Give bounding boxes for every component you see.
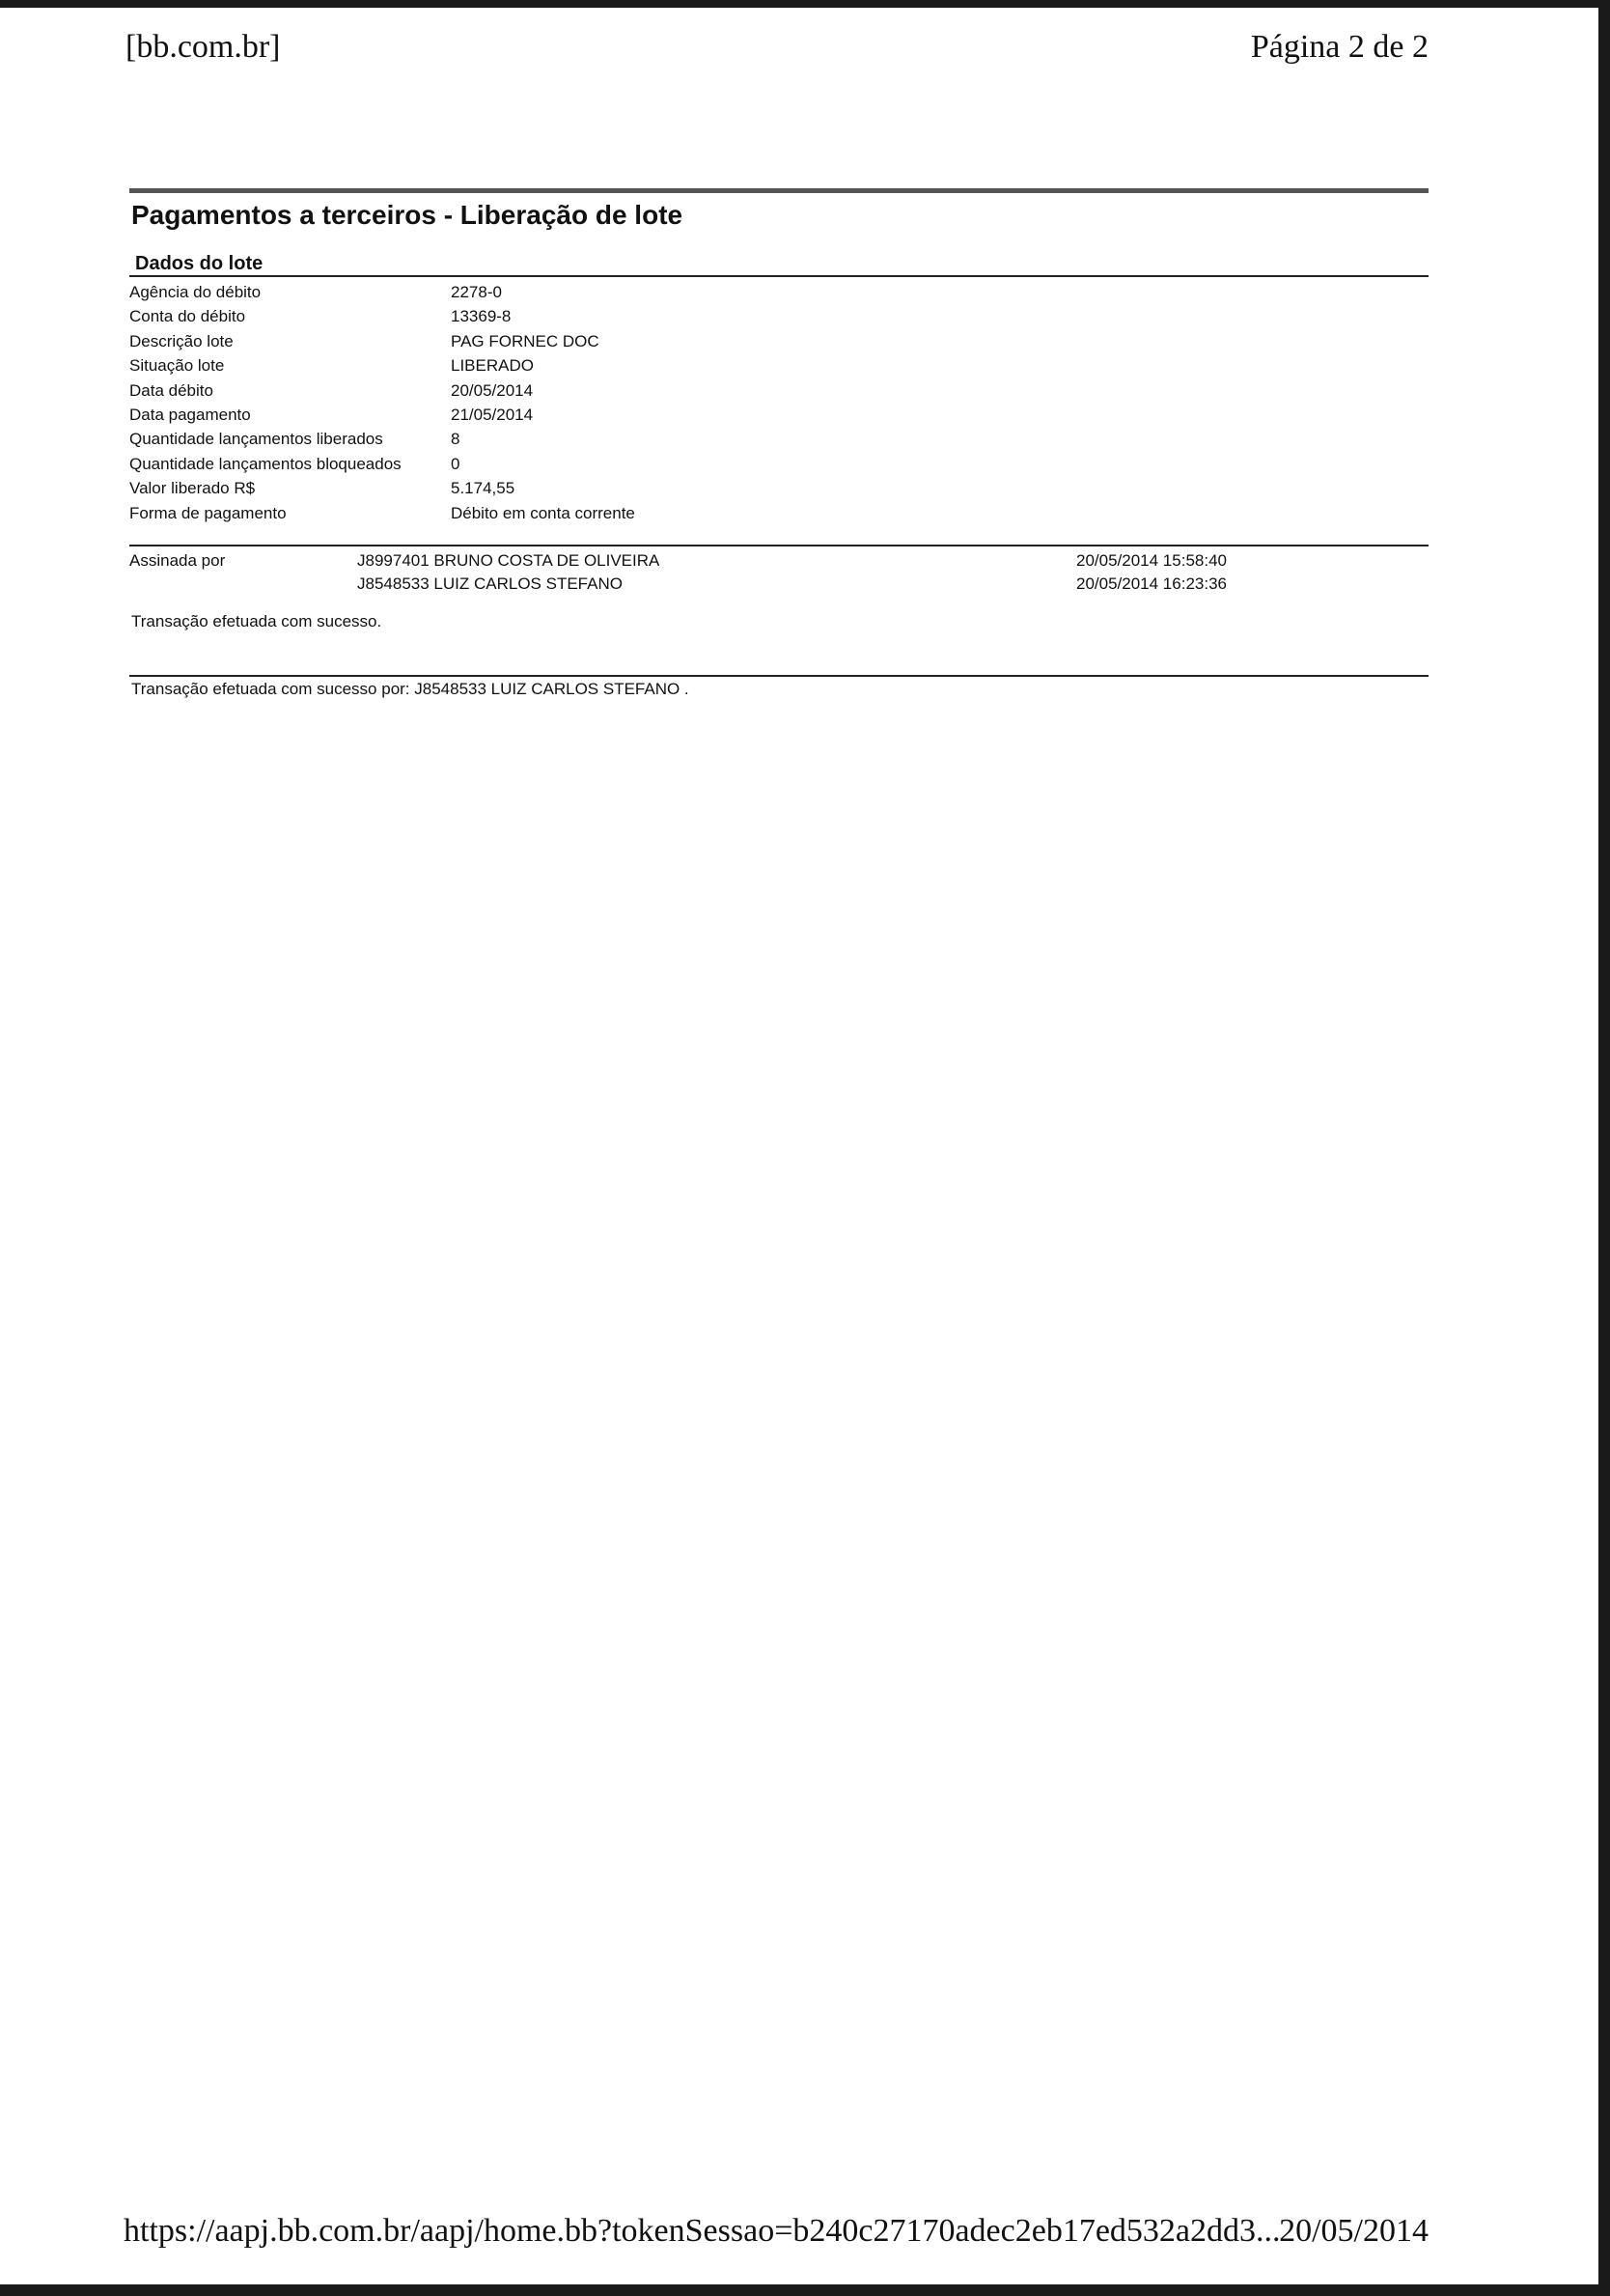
section-rule — [129, 275, 1429, 277]
field-label: Quantidade lançamentos liberados — [129, 430, 383, 449]
final-rule — [129, 675, 1429, 677]
signer-name: J8997401 BRUNO COSTA DE OLIVEIRA — [357, 551, 660, 570]
signers-list — [357, 548, 1255, 595]
signer-timestamp: 20/05/2014 15:58:40 — [1076, 551, 1227, 570]
header-site: [bb.com.br] — [125, 29, 281, 65]
field-value: 0 — [451, 454, 460, 473]
field-label: Data débito — [129, 380, 213, 400]
signer-timestamp: 20/05/2014 16:23:36 — [1076, 574, 1227, 593]
footer-date: 20/05/2014 — [1279, 2213, 1429, 2249]
signer-row — [357, 572, 1255, 595]
field-label: Agência do débito — [129, 283, 262, 301]
signer-name: J8548533 LUIZ CARLOS STEFANO — [357, 574, 623, 593]
field-value: 20/05/2014 — [451, 380, 534, 400]
field-label: Forma de pagamento — [129, 503, 287, 522]
scan-edge-right — [1598, 0, 1610, 2296]
field-value: 21/05/2014 — [451, 405, 534, 424]
field-label: Descrição lote — [129, 331, 234, 350]
field-label: Quantidade lançamentos bloqueados — [129, 454, 402, 473]
field-label: Valor liberado R$ — [129, 479, 256, 498]
signatures-rule — [129, 545, 1429, 546]
signer-row — [357, 548, 1255, 572]
section-heading: Dados do lote — [135, 253, 264, 274]
scan-edge-bottom — [0, 2284, 1610, 2296]
final-message: Transação efetuada com sucesso por: J8548533 LUIZ CARLOS STEFANO . — [131, 680, 689, 698]
page-indicator: Página 2 de 2 — [1250, 29, 1429, 65]
status-message: Transação efetuada com sucesso. — [131, 612, 382, 630]
page-title: Pagamentos a terceiros - Liberação de lote — [131, 200, 683, 230]
field-label: Situação lote — [129, 356, 225, 376]
title-rule — [129, 188, 1429, 193]
field-value: 5.174,55 — [451, 479, 515, 498]
signed-by-label: Assinada por — [129, 551, 226, 570]
field-value: 13369-8 — [451, 307, 512, 326]
field-value: 8 — [451, 430, 460, 449]
field-label: Data pagamento — [129, 405, 251, 424]
field-value: LIBERADO — [451, 356, 534, 376]
footer-url: https://aapj.bb.com.br/aapj/home.bb?tokenSessao=b240c27170adec2eb17ed532a2dd3... — [124, 2213, 1281, 2249]
field-label: Conta do débito — [129, 307, 246, 326]
field-value: Débito em conta corrente — [451, 503, 635, 522]
field-value: PAG FORNEC DOC — [451, 331, 599, 350]
field-value: 2278-0 — [451, 283, 502, 301]
scan-edge-top — [0, 0, 1610, 8]
